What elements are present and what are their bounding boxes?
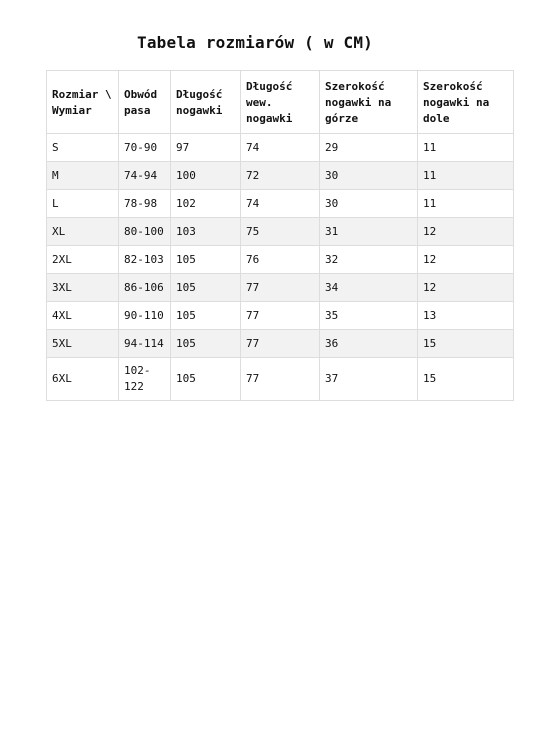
table-cell: 2XL — [47, 246, 119, 274]
table-cell: 37 — [320, 358, 418, 401]
table-cell: 15 — [418, 330, 514, 358]
table-cell: 5XL — [47, 330, 119, 358]
table-cell: 77 — [241, 302, 320, 330]
table-row — [47, 134, 514, 162]
table-cell: 102-122 — [119, 358, 171, 401]
table-cell: 11 — [418, 134, 514, 162]
table-cell: 30 — [320, 162, 418, 190]
table-cell: 15 — [418, 358, 514, 401]
table-cell: 12 — [418, 218, 514, 246]
header-leg-length: Długość nogawki — [171, 71, 241, 134]
table-cell: 11 — [418, 190, 514, 218]
table-cell: 13 — [418, 302, 514, 330]
table-cell: 34 — [320, 274, 418, 302]
table-cell: 105 — [171, 302, 241, 330]
table-cell: XL — [47, 218, 119, 246]
table-cell: 3XL — [47, 274, 119, 302]
table-cell: 36 — [320, 330, 418, 358]
table-cell: 78-98 — [119, 190, 171, 218]
table-cell: 12 — [418, 274, 514, 302]
table-cell: 102 — [171, 190, 241, 218]
table-cell: 32 — [320, 246, 418, 274]
table-cell: 30 — [320, 190, 418, 218]
table-cell: 103 — [171, 218, 241, 246]
table-cell: L — [47, 190, 119, 218]
table-cell: 77 — [241, 330, 320, 358]
table-cell: 77 — [241, 274, 320, 302]
table-cell: 80-100 — [119, 218, 171, 246]
table-cell: 31 — [320, 218, 418, 246]
table-cell: 6XL — [47, 358, 119, 401]
table-cell: 74 — [241, 190, 320, 218]
table-cell: M — [47, 162, 119, 190]
table-cell: 29 — [320, 134, 418, 162]
table-cell: 74 — [241, 134, 320, 162]
header-waist: Obwód pasa — [119, 71, 171, 134]
table-cell: 4XL — [47, 302, 119, 330]
table-cell: 105 — [171, 330, 241, 358]
table-row — [47, 274, 514, 302]
table-cell: 94-114 — [119, 330, 171, 358]
size-table — [46, 70, 514, 401]
table-cell: 75 — [241, 218, 320, 246]
header-size: Rozmiar \ Wymiar — [47, 71, 119, 134]
table-cell: S — [47, 134, 119, 162]
table-cell: 82-103 — [119, 246, 171, 274]
table-cell: 105 — [171, 246, 241, 274]
table-cell: 74-94 — [119, 162, 171, 190]
table-cell: 11 — [418, 162, 514, 190]
table-cell: 70-90 — [119, 134, 171, 162]
table-row — [47, 330, 514, 358]
page-title: Tabela rozmiarów ( w CM) — [137, 33, 373, 52]
table-cell: 86-106 — [119, 274, 171, 302]
table-row — [47, 246, 514, 274]
table-cell: 77 — [241, 358, 320, 401]
table-cell: 76 — [241, 246, 320, 274]
table-cell: 105 — [171, 358, 241, 401]
table-cell: 90-110 — [119, 302, 171, 330]
header-inseam: Długość wew. nogawki — [241, 71, 320, 134]
header-leg-width-top: Szerokość nogawki na górze — [320, 71, 418, 134]
table-row — [47, 302, 514, 330]
table-cell: 97 — [171, 134, 241, 162]
table-row — [47, 190, 514, 218]
table-row — [47, 218, 514, 246]
table-cell: 35 — [320, 302, 418, 330]
table-cell: 12 — [418, 246, 514, 274]
header-leg-width-bottom: Szerokość nogawki na dole — [418, 71, 514, 134]
table-row — [47, 358, 514, 401]
table-cell: 100 — [171, 162, 241, 190]
table-cell: 105 — [171, 274, 241, 302]
table-cell: 72 — [241, 162, 320, 190]
table-row — [47, 162, 514, 190]
table-header-row — [47, 71, 514, 134]
